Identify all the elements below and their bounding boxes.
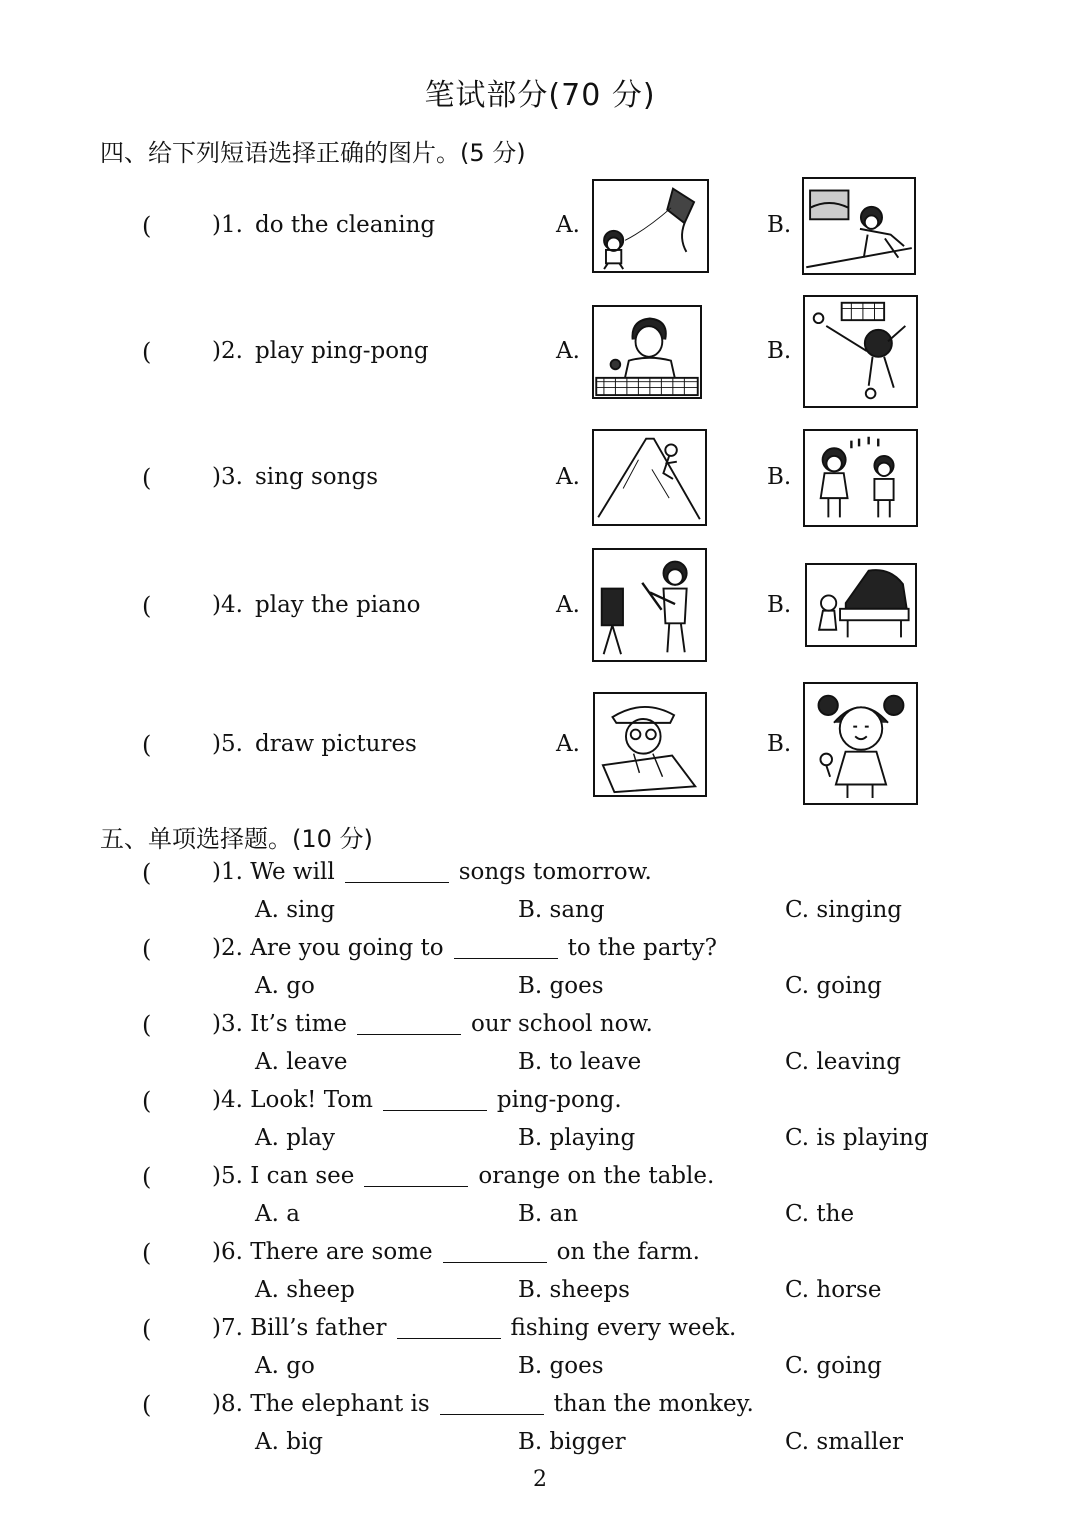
option-b-label: B. bbox=[767, 212, 792, 238]
answer-bracket[interactable]: ( bbox=[142, 1315, 152, 1343]
answer-blank[interactable] bbox=[397, 1338, 501, 1339]
mc-question-stem bbox=[212, 1087, 622, 1113]
answer-bracket[interactable]: ( bbox=[142, 731, 152, 759]
stem-before: I can see bbox=[250, 1163, 355, 1189]
option-b: B. goes bbox=[518, 973, 604, 999]
stem-before: Bill’s father bbox=[250, 1315, 387, 1341]
option-c: C. is playing bbox=[785, 1125, 929, 1151]
option-b: B. to leave bbox=[518, 1049, 642, 1075]
option-c: C. smaller bbox=[785, 1429, 904, 1455]
mc-question-stem bbox=[212, 1391, 754, 1417]
picture-cleaning[interactable] bbox=[802, 177, 916, 275]
answer-bracket[interactable]: ( bbox=[142, 592, 152, 620]
question-number: )3. bbox=[212, 464, 243, 490]
option-c: C. leaving bbox=[785, 1049, 901, 1075]
picture-ice-cream[interactable] bbox=[803, 682, 918, 805]
stem-after: than the monkey. bbox=[553, 1391, 754, 1417]
stem-before: The elephant is bbox=[250, 1391, 430, 1417]
option-b: B. playing bbox=[518, 1125, 636, 1151]
mc-question-stem bbox=[212, 935, 717, 961]
option-a-label: A. bbox=[556, 592, 580, 618]
stem-before: Are you going to bbox=[250, 935, 444, 961]
answer-bracket[interactable]: ( bbox=[142, 464, 152, 492]
option-b: B. bigger bbox=[518, 1429, 626, 1455]
picture-violin[interactable] bbox=[592, 548, 707, 662]
option-b-label: B. bbox=[767, 464, 792, 490]
stem-after: ping-pong. bbox=[496, 1087, 622, 1113]
phrase-text: play the piano bbox=[255, 592, 421, 618]
question-number: )4. bbox=[212, 592, 243, 618]
picture-ping-pong[interactable] bbox=[592, 305, 702, 399]
answer-bracket[interactable]: ( bbox=[142, 935, 152, 963]
section-4-heading: 四、给下列短语选择正确的图片。(5 分) bbox=[100, 139, 526, 167]
answer-blank[interactable] bbox=[454, 958, 558, 959]
question-number: )1. bbox=[212, 212, 243, 238]
answer-blank[interactable] bbox=[443, 1262, 547, 1263]
question-number: )5. bbox=[212, 1163, 243, 1189]
picture-piano[interactable] bbox=[805, 563, 917, 647]
option-c: C. going bbox=[785, 973, 882, 999]
answer-blank[interactable] bbox=[440, 1414, 544, 1415]
mc-question-stem bbox=[212, 1011, 653, 1037]
answer-blank[interactable] bbox=[383, 1110, 487, 1111]
mc-question-stem bbox=[212, 859, 652, 885]
question-number: )2. bbox=[212, 338, 243, 364]
page-title: 笔试部分(70 分) bbox=[424, 78, 656, 113]
answer-bracket[interactable]: ( bbox=[142, 859, 152, 887]
question-number: )8. bbox=[212, 1391, 243, 1417]
option-a-label: A. bbox=[556, 731, 580, 757]
option-c: C. singing bbox=[785, 897, 902, 923]
picture-drawing[interactable] bbox=[593, 692, 707, 797]
option-a: A. sheep bbox=[255, 1277, 355, 1303]
answer-blank[interactable] bbox=[345, 882, 449, 883]
mc-question-stem bbox=[212, 1315, 736, 1341]
question-number: )4. bbox=[212, 1087, 243, 1113]
mc-question-stem bbox=[212, 1239, 700, 1265]
stem-after: orange on the table. bbox=[478, 1163, 715, 1189]
stem-before: There are some bbox=[250, 1239, 433, 1265]
picture-football[interactable] bbox=[803, 295, 918, 408]
stem-after: fishing every week. bbox=[510, 1315, 737, 1341]
stem-after: our school now. bbox=[471, 1011, 653, 1037]
mc-question-stem bbox=[212, 1163, 714, 1189]
option-b: B. goes bbox=[518, 1353, 604, 1379]
option-a: A. big bbox=[255, 1429, 324, 1455]
question-number: )2. bbox=[212, 935, 243, 961]
option-a-label: A. bbox=[556, 212, 580, 238]
question-number: )6. bbox=[212, 1239, 243, 1265]
stem-before: Look! Tom bbox=[250, 1087, 373, 1113]
phrase-text: sing songs bbox=[255, 464, 378, 490]
picture-kite[interactable] bbox=[592, 179, 709, 273]
answer-blank[interactable] bbox=[357, 1034, 461, 1035]
answer-bracket[interactable]: ( bbox=[142, 212, 152, 240]
option-b-label: B. bbox=[767, 338, 792, 364]
stem-after: on the farm. bbox=[556, 1239, 700, 1265]
phrase-text: do the cleaning bbox=[255, 212, 436, 238]
option-a: A. go bbox=[255, 1353, 315, 1379]
stem-before: It’s time bbox=[250, 1011, 348, 1037]
answer-bracket[interactable]: ( bbox=[142, 1087, 152, 1115]
answer-bracket[interactable]: ( bbox=[142, 338, 152, 366]
option-b: B. sang bbox=[518, 897, 605, 923]
question-number: )5. bbox=[212, 731, 243, 757]
picture-climbing[interactable] bbox=[592, 429, 707, 526]
option-c: C. horse bbox=[785, 1277, 882, 1303]
option-c: C. going bbox=[785, 1353, 882, 1379]
option-b: B. sheeps bbox=[518, 1277, 630, 1303]
option-a: A. sing bbox=[255, 897, 335, 923]
option-a: A. leave bbox=[255, 1049, 348, 1075]
option-a: A. go bbox=[255, 973, 315, 999]
answer-bracket[interactable]: ( bbox=[142, 1239, 152, 1267]
answer-bracket[interactable]: ( bbox=[142, 1011, 152, 1039]
option-a: A. play bbox=[255, 1125, 336, 1151]
option-c: C. the bbox=[785, 1201, 855, 1227]
answer-bracket[interactable]: ( bbox=[142, 1391, 152, 1419]
answer-bracket[interactable]: ( bbox=[142, 1163, 152, 1191]
stem-before: We will bbox=[250, 859, 335, 885]
answer-blank[interactable] bbox=[364, 1186, 468, 1187]
question-number: )1. bbox=[212, 859, 243, 885]
phrase-text: play ping-pong bbox=[255, 338, 429, 364]
option-a: A. a bbox=[255, 1201, 300, 1227]
option-b-label: B. bbox=[767, 592, 792, 618]
option-a-label: A. bbox=[556, 338, 580, 364]
question-number: )7. bbox=[212, 1315, 243, 1341]
stem-after: songs tomorrow. bbox=[458, 859, 652, 885]
option-b-label: B. bbox=[767, 731, 792, 757]
stem-after: to the party? bbox=[567, 935, 717, 961]
phrase-text: draw pictures bbox=[255, 731, 417, 757]
picture-singing[interactable] bbox=[803, 429, 918, 527]
page-number: 2 bbox=[533, 1467, 547, 1492]
question-number: )3. bbox=[212, 1011, 243, 1037]
option-b: B. an bbox=[518, 1201, 579, 1227]
section-5-heading: 五、单项选择题。(10 分) bbox=[100, 825, 373, 853]
option-a-label: A. bbox=[556, 464, 580, 490]
